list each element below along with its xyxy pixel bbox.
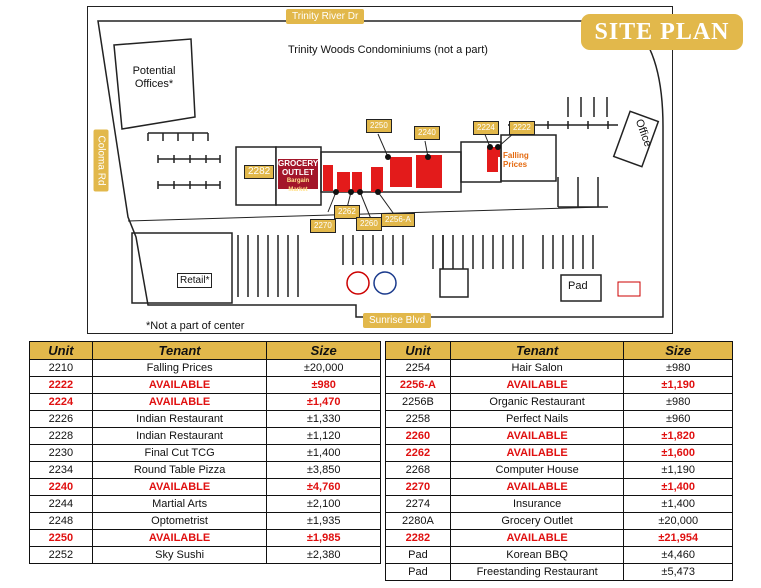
size-cell: ±5,473: [624, 564, 733, 581]
tenant-cell: Grocery Outlet: [450, 513, 624, 530]
table-row[interactable]: [30, 411, 381, 428]
size-cell: ±2,100: [267, 496, 381, 513]
unit-cell: 2254: [386, 360, 451, 377]
tenant-cell: AVAILABLE: [450, 377, 624, 394]
unit-cell: 2280A: [386, 513, 451, 530]
office-label: Office: [632, 117, 654, 149]
grocery-outlet-logo: [278, 159, 319, 193]
table-row[interactable]: [386, 394, 733, 411]
table-row[interactable]: [30, 513, 381, 530]
unit-cell: 2256-A: [386, 377, 451, 394]
table-row[interactable]: [30, 360, 381, 377]
table-row[interactable]: [30, 377, 381, 394]
road-coloma-rd: Coloma Rd: [94, 129, 109, 191]
table-row[interactable]: [386, 547, 733, 564]
tenant-cell: Korean BBQ: [450, 547, 624, 564]
unit-cell: 2228: [30, 428, 93, 445]
size-cell: ±1,470: [267, 394, 381, 411]
unit-tag-2256a[interactable]: 2256-A: [381, 213, 415, 227]
unit-cell: 2230: [30, 445, 93, 462]
unit-cell: 2256B: [386, 394, 451, 411]
size-cell: ±1,400: [267, 445, 381, 462]
unit-cell: 2260: [386, 428, 451, 445]
table-row[interactable]: [30, 547, 381, 564]
unit-cell: 2250: [30, 530, 93, 547]
size-cell: ±980: [624, 394, 733, 411]
table-row[interactable]: [386, 479, 733, 496]
size-cell: ±1,820: [624, 428, 733, 445]
unit-cell: 2222: [30, 377, 93, 394]
size-cell: ±4,760: [267, 479, 381, 496]
tenant-cell: AVAILABLE: [450, 428, 624, 445]
table-row[interactable]: [30, 496, 381, 513]
size-cell: ±20,000: [267, 360, 381, 377]
tenant-table-right: [385, 341, 733, 581]
size-column-header: Size: [624, 342, 733, 360]
potential-offices-label: Potential Offices*: [132, 65, 176, 90]
unit-cell: 2258: [386, 411, 451, 428]
tenant-cell: AVAILABLE: [92, 394, 267, 411]
size-cell: ±2,380: [267, 547, 381, 564]
site-plan-banner: SITE PLAN: [581, 14, 743, 50]
size-cell: ±20,000: [624, 513, 733, 530]
size-cell: ±1,190: [624, 462, 733, 479]
unit-cell: 2252: [30, 547, 93, 564]
unit-cell: Pad: [386, 547, 451, 564]
table-row[interactable]: [30, 394, 381, 411]
unit-cell: 2240: [30, 479, 93, 496]
tenant-table-left: [29, 341, 381, 564]
unit-cell: 2282: [386, 530, 451, 547]
table-row[interactable]: [30, 445, 381, 462]
tenant-cell: Final Cut TCG: [92, 445, 267, 462]
table-row[interactable]: [386, 445, 733, 462]
condos-label: Trinity Woods Condominiums (not a part): [288, 44, 488, 56]
size-cell: ±980: [624, 360, 733, 377]
tenant-cell: Indian Restaurant: [92, 411, 267, 428]
unit-cell: 2262: [386, 445, 451, 462]
road-trinity-river-dr: Trinity River Dr: [286, 9, 364, 24]
table-row[interactable]: [30, 479, 381, 496]
unit-tag-2260[interactable]: 2260: [356, 217, 382, 231]
unit-cell: 2234: [30, 462, 93, 479]
tenant-cell: Organic Restaurant: [450, 394, 624, 411]
tenant-cell: AVAILABLE: [92, 479, 267, 496]
unit-cell: 2210: [30, 360, 93, 377]
size-cell: ±3,850: [267, 462, 381, 479]
size-cell: ±1,400: [624, 479, 733, 496]
size-cell: ±1,935: [267, 513, 381, 530]
tenant-cell: AVAILABLE: [92, 530, 267, 547]
size-cell: ±4,460: [624, 547, 733, 564]
unit-column-header: Unit: [386, 342, 451, 360]
site-map: [87, 6, 673, 334]
table-row[interactable]: [30, 530, 381, 547]
tenant-cell: AVAILABLE: [450, 479, 624, 496]
tenant-column-header: Tenant: [450, 342, 624, 360]
tenant-cell: Optometrist: [92, 513, 267, 530]
size-cell: ±980: [267, 377, 381, 394]
table-header-row: [386, 342, 733, 360]
size-cell: ±1,600: [624, 445, 733, 462]
unit-tag-2262[interactable]: 2262: [334, 205, 360, 219]
size-cell: ±1,190: [624, 377, 733, 394]
table-row[interactable]: [386, 428, 733, 445]
size-cell: ±960: [624, 411, 733, 428]
unit-cell: 2274: [386, 496, 451, 513]
footnote: *Not a part of center: [146, 320, 245, 332]
table-row[interactable]: [386, 360, 733, 377]
table-row[interactable]: [30, 462, 381, 479]
tenant-cell: Indian Restaurant: [92, 428, 267, 445]
table-row[interactable]: [386, 564, 733, 581]
tenant-cell: Insurance: [450, 496, 624, 513]
tenant-cell: Martial Arts: [92, 496, 267, 513]
tenant-cell: Falling Prices: [92, 360, 267, 377]
tenant-cell: Perfect Nails: [450, 411, 624, 428]
size-cell: ±1,120: [267, 428, 381, 445]
retail-label: Retail*: [177, 273, 212, 288]
unit-cell: 2226: [30, 411, 93, 428]
falling-prices-logo: Falling Prices: [503, 151, 529, 169]
size-cell: ±1,330: [267, 411, 381, 428]
size-column-header: Size: [267, 342, 381, 360]
unit-tag-2282[interactable]: 2282: [244, 165, 274, 179]
table-row[interactable]: [386, 377, 733, 394]
tenant-cell: Computer House: [450, 462, 624, 479]
unit-column-header: Unit: [30, 342, 93, 360]
tenant-cell: Hair Salon: [450, 360, 624, 377]
table-row[interactable]: [30, 428, 381, 445]
pad-label: Pad: [568, 280, 588, 292]
unit-cell: 2270: [386, 479, 451, 496]
table-row[interactable]: [386, 411, 733, 428]
unit-cell: 2248: [30, 513, 93, 530]
size-cell: ±1,985: [267, 530, 381, 547]
unit-cell: 2268: [386, 462, 451, 479]
grocery-outlet-tagline: Bargain Market: [286, 178, 310, 193]
unit-tag-2222[interactable]: 2222: [509, 121, 535, 135]
grocery-outlet-name: GROCERY OUTLET: [278, 159, 319, 177]
table-row[interactable]: [386, 462, 733, 479]
tenant-cell: Round Table Pizza: [92, 462, 267, 479]
unit-tag-2224[interactable]: 2224: [473, 121, 499, 135]
table-header-row: [30, 342, 381, 360]
unit-tag-2240[interactable]: 2240: [414, 126, 440, 140]
size-cell: ±1,400: [624, 496, 733, 513]
unit-tag-2250[interactable]: 2250: [366, 119, 392, 133]
unit-cell: 2244: [30, 496, 93, 513]
table-row[interactable]: [386, 513, 733, 530]
tenant-cell: Freestanding Restaurant: [450, 564, 624, 581]
size-cell: ±21,954: [624, 530, 733, 547]
tenant-cell: Sky Sushi: [92, 547, 267, 564]
tenant-cell: AVAILABLE: [450, 445, 624, 462]
road-sunrise-blvd: Sunrise Blvd: [363, 313, 431, 328]
table-row[interactable]: [386, 530, 733, 547]
table-row[interactable]: [386, 496, 733, 513]
tenant-cell: AVAILABLE: [450, 530, 624, 547]
tenant-cell: AVAILABLE: [92, 377, 267, 394]
unit-cell: Pad: [386, 564, 451, 581]
tenant-column-header: Tenant: [92, 342, 267, 360]
unit-tag-2270[interactable]: 2270: [310, 219, 336, 233]
unit-cell: 2224: [30, 394, 93, 411]
